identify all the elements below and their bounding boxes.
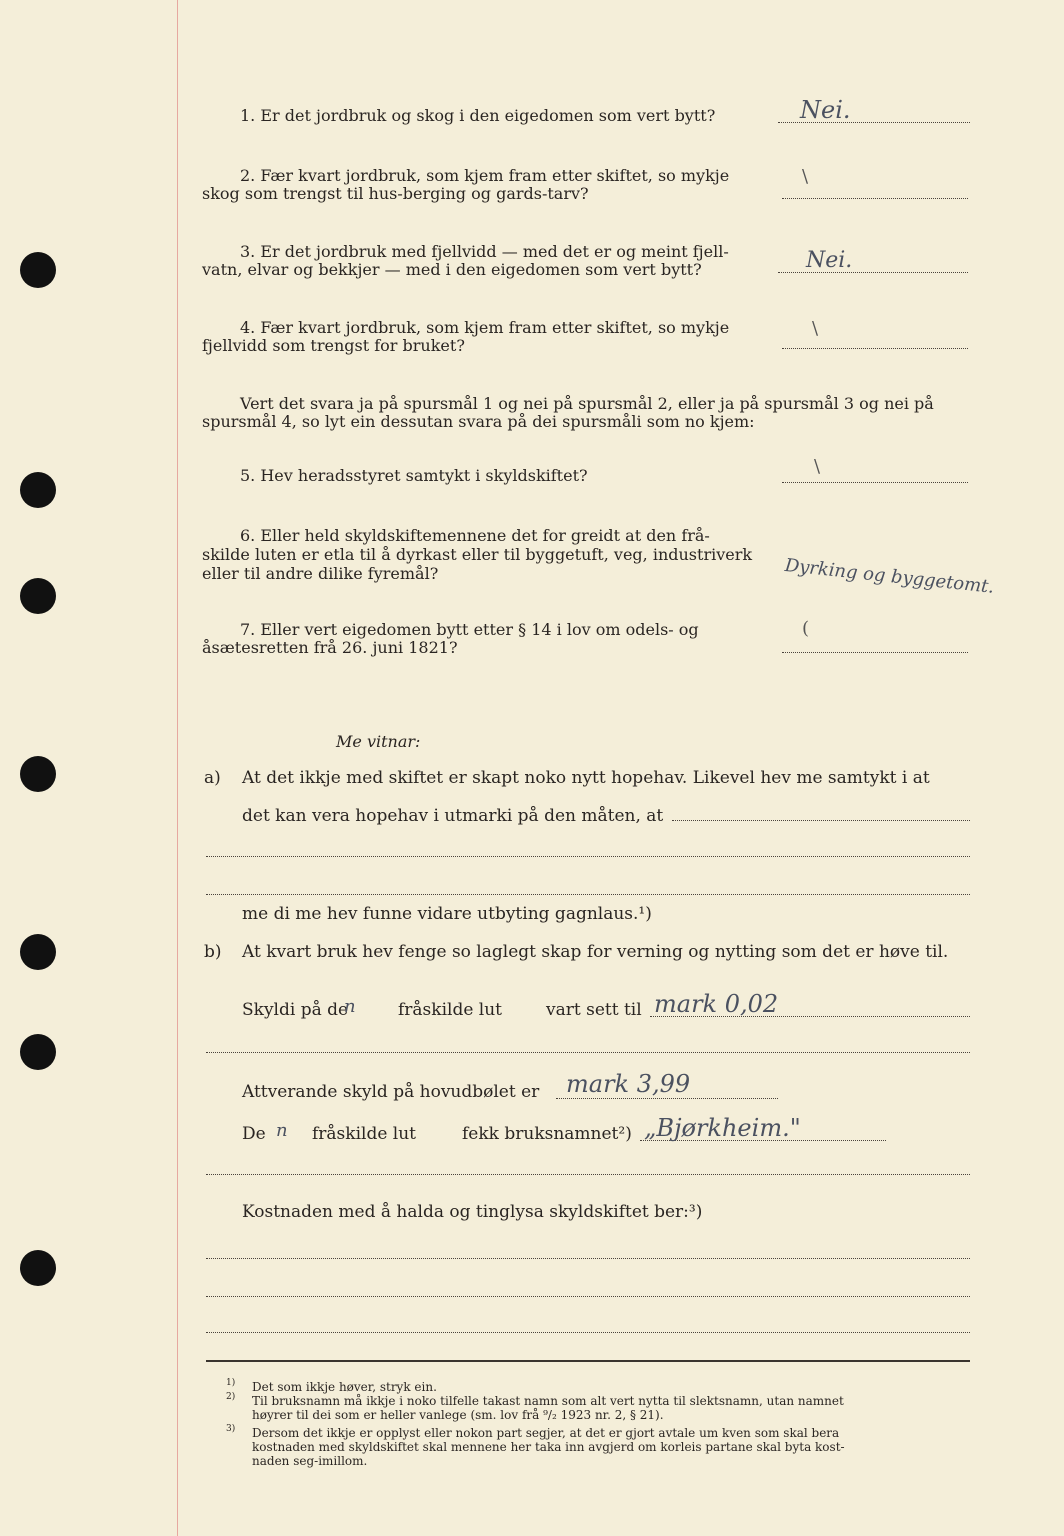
question-7-line1: 7. Eller vert eigedomen bytt etter § 14 i lov om odels- og [240, 620, 699, 639]
footnote-1-line1: Det som ikkje høver, stryk ein. [252, 1380, 437, 1394]
question-7-line2: åsætesretten frå 26. juni 1821? [202, 638, 458, 657]
footnote-1-number: 1) [226, 1378, 236, 1388]
answer-line-5 [782, 482, 968, 483]
answer-2: \ [802, 166, 809, 187]
footnote-3-number: 3) [226, 1424, 236, 1434]
section-a-line3: me di me hev funne vidare utbyting gagnlaus.¹) [242, 904, 652, 924]
punch-hole [20, 578, 56, 614]
footnote-3-line1: Dersom det ikkje er opplyst eller nokon part segjer, at det er gjort avtale um kven som skal bera [252, 1426, 840, 1440]
skyld-handwritten-suffix: n [344, 996, 356, 1017]
punch-hole [20, 934, 56, 970]
question-3-line1: 3. Er det jordbruk med fjellvidd — med det er og meint fjell- [240, 242, 729, 261]
margin-line [177, 0, 178, 1536]
intro-line2: spursmål 4, so lyt ein dessutan svara på dei spursmåli som no kjem: [202, 412, 755, 431]
skyld-mid: fråskilde lut [398, 1000, 503, 1020]
question-6-line2: skilde luten er etla til å dyrkast eller til byggetuft, veg, industriverk [202, 545, 753, 564]
den-suffix: fekk bruksnamnet²) [462, 1124, 632, 1144]
punch-hole [20, 756, 56, 792]
den-mid: fråskilde lut [312, 1124, 417, 1144]
attverande-fill-line [556, 1098, 778, 1099]
answer-5: \ [814, 456, 821, 477]
den-handwritten-suffix: n [276, 1120, 288, 1141]
skyld-fill-line2 [206, 1052, 970, 1053]
footnote-2-line2: høyrer til dei som er heller vanlege (sm. lov frå ⁹/₂ 1923 nr. 2, § 21). [252, 1408, 664, 1422]
attverande-label: Attverande skyld på hovudbølet er [242, 1082, 540, 1102]
answer-line-7 [782, 652, 968, 653]
footnote-2-line1: Til bruksnamn må ikkje i noko tilfelle takast namn som alt vert nytta til slektsnamn, utan namnet [252, 1394, 844, 1408]
section-b-text: At kvart bruk hev fenge so laglegt skap for verning og nytting som det er høve til. [242, 942, 949, 962]
answer-7: ( [802, 618, 810, 639]
punch-hole [20, 1250, 56, 1286]
section-b-label: b) [204, 942, 222, 962]
bruksnamn-value: „Bjørkheim." [644, 1114, 801, 1142]
answer-3: Nei. [806, 248, 853, 273]
footnote-separator [206, 1360, 970, 1362]
question-4-line2: fjellvidd som trengst for bruket? [202, 336, 465, 355]
punch-hole [20, 472, 56, 508]
skyld-prefix: Skyldi på de [242, 1000, 349, 1020]
question-1: 1. Er det jordbruk og skog i den eigedomen som vert bytt? [240, 106, 716, 125]
section-a-line2: det kan vera hopehav i utmarki på den måten, at [242, 806, 664, 826]
question-6-line1: 6. Eller held skyldskiftemennene det for greidt at den frå- [240, 526, 710, 545]
fill-line-a3 [206, 894, 970, 895]
fill-line-a2 [206, 856, 970, 857]
witness-heading: Me vitnar: [336, 732, 421, 751]
punch-hole [20, 252, 56, 288]
kostnad-fill-line2 [206, 1296, 970, 1297]
footnote-2-number: 2) [226, 1392, 236, 1402]
fill-line-a1 [672, 820, 970, 821]
answer-6: Dyrking og byggetomt. [783, 555, 996, 598]
question-2-line1: 2. Fær kvart jordbruk, som kjem fram etter skiftet, so mykje [240, 166, 730, 185]
kostnad-label: Kostnaden med å halda og tinglysa skyldskiftet ber:³) [242, 1202, 703, 1222]
bruksnamn-fill-line2 [206, 1174, 970, 1175]
footnote-3-line2: kostnaden med skyldskiftet skal mennene her taka inn avgjerd om korleis partane skal byta kost- [252, 1440, 845, 1454]
intro-line1: Vert det svara ja på spursmål 1 og nei på spursmål 2, eller ja på spursmål 3 og nei på [240, 394, 934, 413]
question-6-line3: eller til andre dilike fyremål? [202, 564, 439, 583]
answer-line-2 [782, 198, 968, 199]
answer-line-4 [782, 348, 968, 349]
footnote-3-line3: naden seg-imillom. [252, 1454, 368, 1468]
kostnad-fill-line1 [206, 1258, 970, 1259]
section-a-line1: At det ikkje med skiftet er skapt noko nytt hopehav. Likevel hev me samtykt i at [242, 768, 930, 788]
kostnad-fill-line3 [206, 1332, 970, 1333]
answer-1: Nei. [800, 96, 851, 124]
question-3-line2: vatn, elvar og bekkjer — med i den eigedomen som vert bytt? [202, 260, 702, 279]
answer-4: \ [812, 318, 819, 339]
section-a-label: a) [204, 768, 221, 788]
punch-hole [20, 1034, 56, 1070]
question-5: 5. Hev heradsstyret samtykt i skyldskiftet? [240, 466, 588, 485]
question-2-line2: skog som trengst til hus-berging og gards-tarv? [202, 184, 589, 203]
skyld-value: mark 0,02 [654, 990, 779, 1018]
attverande-value: mark 3,99 [566, 1070, 691, 1098]
question-4-line1: 4. Fær kvart jordbruk, som kjem fram etter skiftet, so mykje [240, 318, 730, 337]
den-prefix: De [242, 1124, 266, 1144]
skyld-suffix: vart sett til [546, 1000, 642, 1020]
